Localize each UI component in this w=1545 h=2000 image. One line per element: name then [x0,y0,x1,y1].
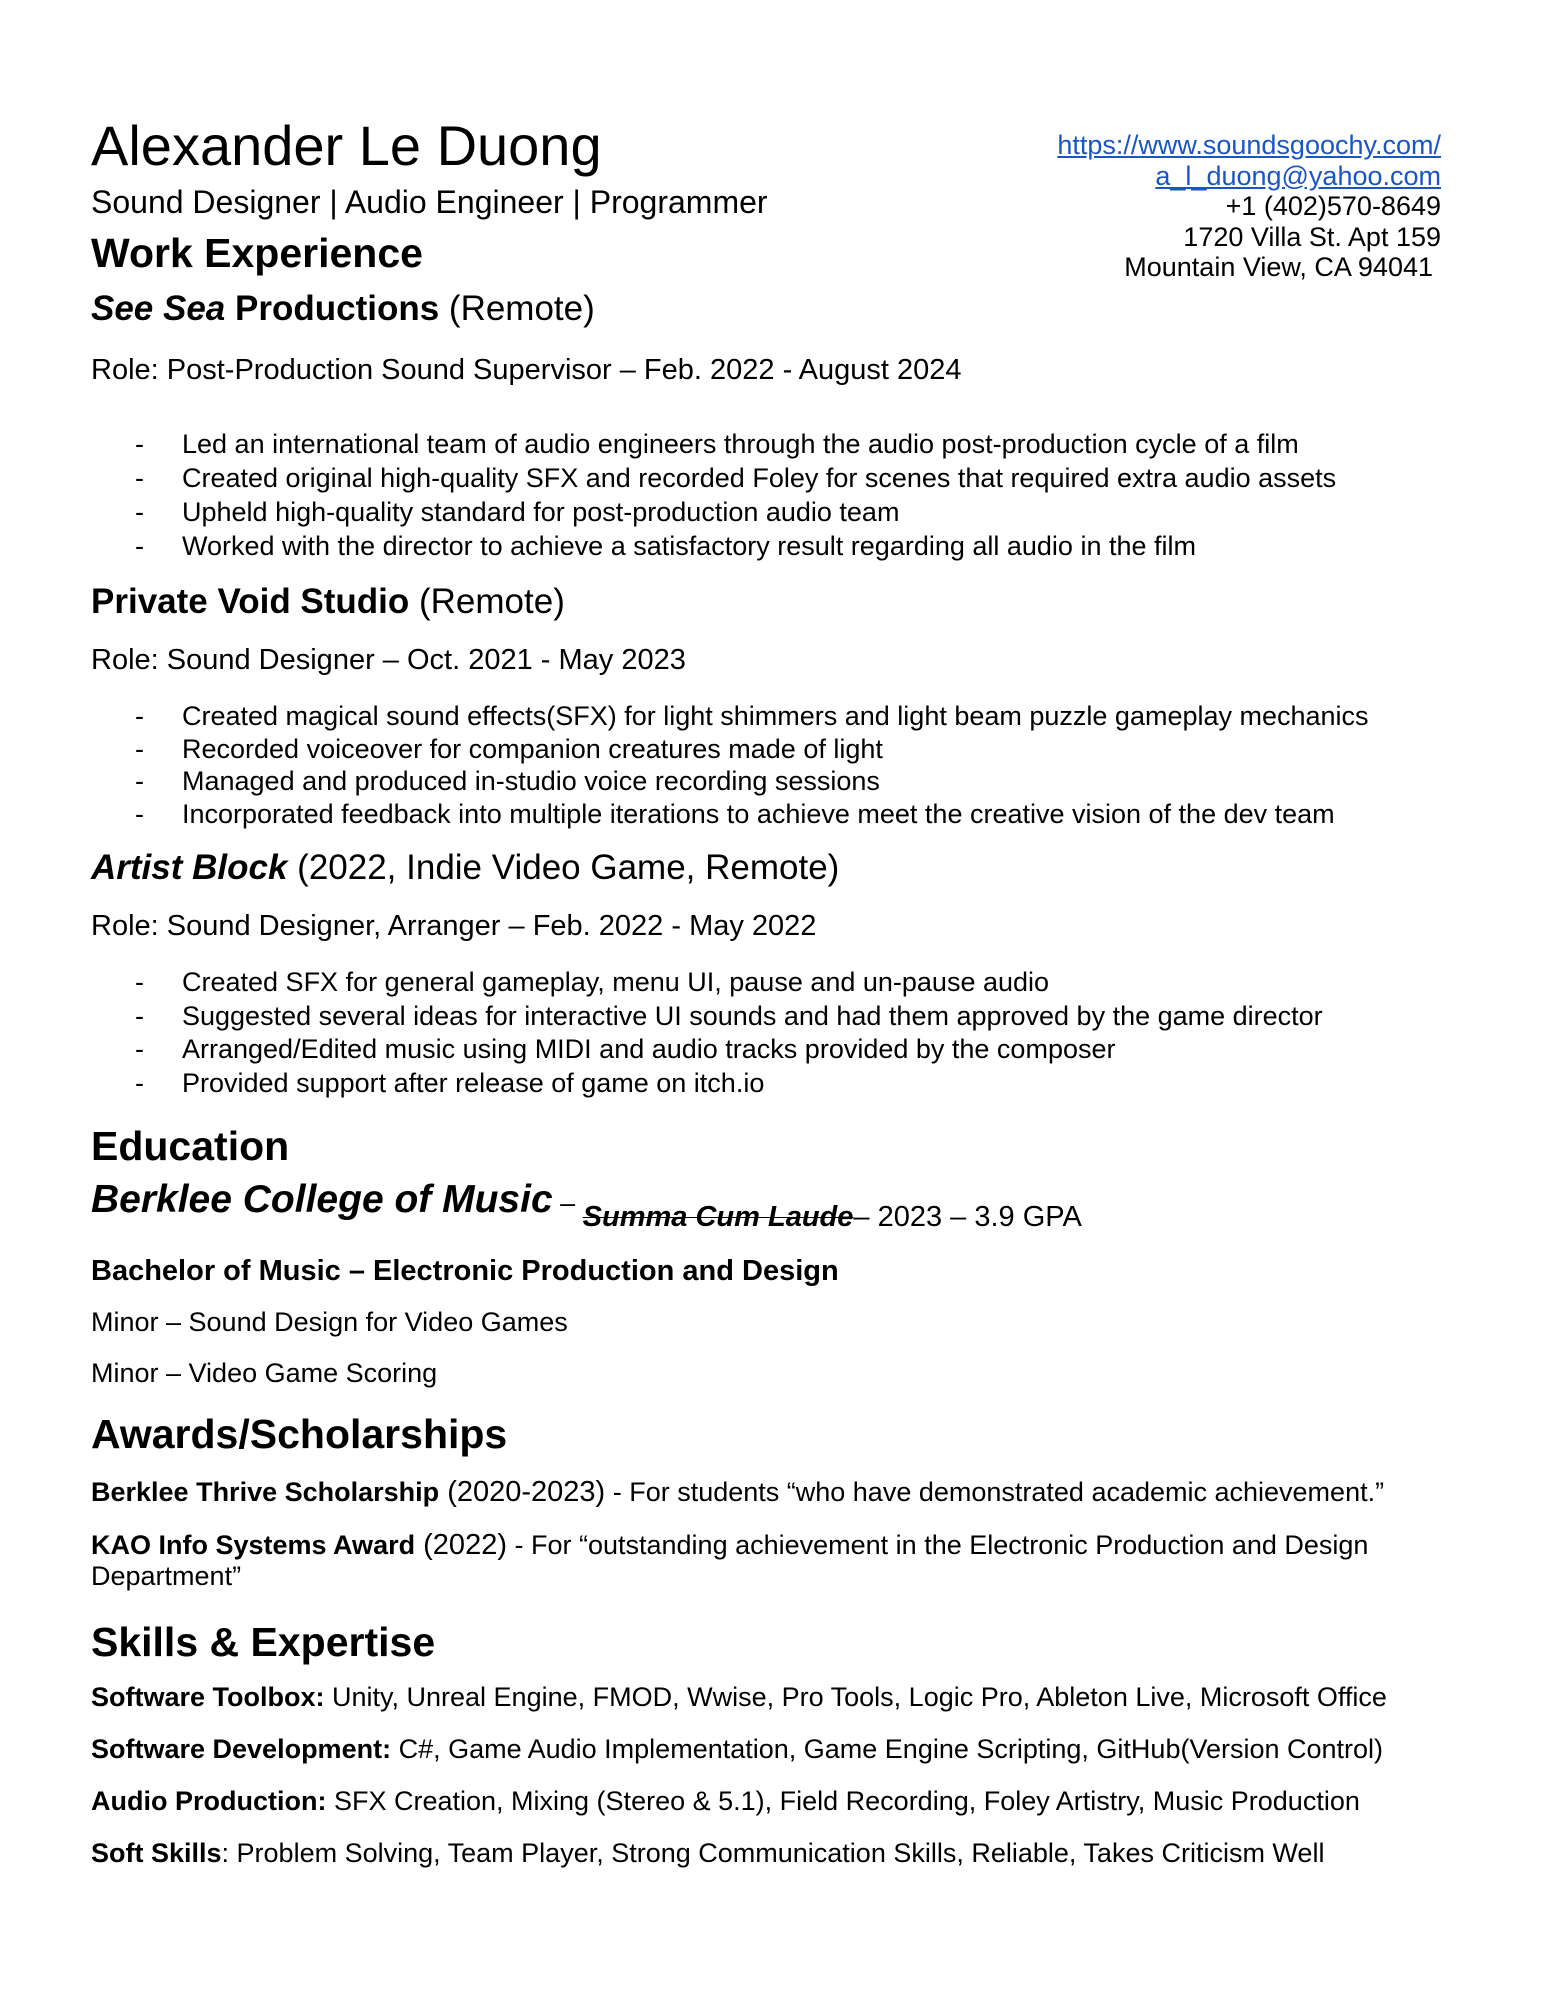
job-3-role: Role: Sound Designer, Arranger – Feb. 2022 - May 2022 [91,910,817,942]
award-1 [91,1475,1384,1509]
skill-software-development: Software Development: C#, Game Audio Implementation, Game Engine Scripting, GitHub(Version Control) [91,1734,1384,1764]
job-3-location: (2022, Indie Video Game, Remote) [287,848,840,887]
list-item: - Recorded voiceover for companion creatures made of light [135,733,883,764]
list-item: - Created magical sound effects(SFX) for light shimmers and light beam puzzle gameplay mechanics [135,701,1369,731]
list-item: - Created original high-quality SFX and recorded Foley for scenes that required extra audio assets [135,463,1337,493]
award-2-years: (2022) [415,1529,507,1561]
work-experience-heading: Work Experience [91,230,423,276]
awards-heading: Awards/Scholarships [91,1411,508,1457]
job-1-company-bold: Productions [225,289,440,328]
year-gpa: – 2023 – 3.9 GPA [853,1201,1082,1233]
job-1-company-italic: See Sea [91,289,226,328]
job-3-company: Artist Block [91,848,288,887]
job-1-role: Role: Post-Production Sound Supervisor – Feb. 2022 - August 2024 [91,354,962,386]
award-2-desc: - For “outstanding achievement in the Electronic Production and Design [506,1530,1369,1560]
job-1-location: (Remote) [439,289,595,328]
address-line-1: 1720 Villa St. Apt 159 [1183,221,1441,252]
contact-block [1057,130,1441,283]
award-2-desc-2: Department” [91,1561,242,1591]
award-1-years: (2020-2023) [439,1476,606,1508]
skills-heading: Skills & Expertise [91,1619,436,1665]
skill-audio-production: Audio Production: SFX Creation, Mixing (Stereo & 5.1), Field Recording, Foley Artistry, Music Production [91,1786,1360,1816]
honor-text: Summa Cum Laude [582,1201,854,1233]
job-2-bullets [91,700,1369,830]
school-separator: – [552,1188,583,1218]
list-item: - Suggested several ideas for interactive UI sounds and had them approved by the game director [135,1000,1323,1031]
degree: Bachelor of Music – Electronic Production and Design [91,1255,839,1287]
skill-soft-skills: Soft Skills: Problem Solving, Team Player, Strong Communication Skills, Reliable, Takes Criticism Well [91,1838,1325,1868]
list-item: - Led an international team of audio engineers through the audio post-production cycle of a film [135,429,1299,459]
list-item: - Arranged/Edited music using MIDI and audio tracks provided by the composer [135,1034,1116,1064]
job-3-bullets [91,966,1323,1100]
phone-number: +1 (402)570-8649 [1225,191,1441,221]
job-3-title [91,846,839,890]
award-2 [91,1530,1368,1592]
list-item: - Incorporated feedback into multiple iterations to achieve meet the creative vision of the dev team [135,798,1335,829]
education-school-line [91,1176,1082,1233]
job-2-company: Private Void Studio [91,582,410,621]
address-line-2: Mountain View, CA 94041 [1124,252,1433,282]
award-1-desc: - For students “who have demonstrated academic achievement.” [605,1477,1385,1507]
list-item: - Created SFX for general gameplay, menu UI, pause and un-pause audio [135,967,1050,997]
award-1-name: Berklee Thrive Scholarship [91,1477,440,1507]
resume-tagline: Sound Designer | Audio Engineer | Programmer [91,184,768,220]
minor-1: Minor – Sound Design for Video Games [91,1307,568,1337]
skill-software-toolbox: Software Toolbox: Unity, Unreal Engine, FMOD, Wwise, Pro Tools, Logic Pro, Ableton Live, Microsoft Office [91,1682,1387,1712]
honor-line [583,1201,1082,1233]
website-link[interactable]: https://www.soundsgoochy.com/ [1057,130,1441,160]
list-item: - Provided support after release of game on itch.io [135,1067,765,1098]
award-2-name: KAO Info Systems Award [91,1530,416,1560]
email-link[interactable]: a_l_duong@yahoo.com [1155,160,1441,191]
list-item: - Managed and produced in-studio voice recording sessions [135,766,880,796]
job-2-role: Role: Sound Designer – Oct. 2021 - May 2023 [91,644,686,676]
minor-2: Minor – Video Game Scoring [91,1358,438,1388]
list-item: - Worked with the director to achieve a satisfactory result regarding all audio in the film [135,531,1196,561]
list-item: - Upheld high-quality standard for post-production audio team [135,497,900,527]
job-2-location: (Remote) [409,582,565,621]
job-1-bullets [91,427,1336,563]
job-1-title [91,287,595,331]
job-2-title [91,580,565,624]
resume-name: Alexander Le Duong [91,114,602,177]
education-heading: Education [91,1123,290,1169]
school-name: Berklee College of Music [91,1178,553,1221]
